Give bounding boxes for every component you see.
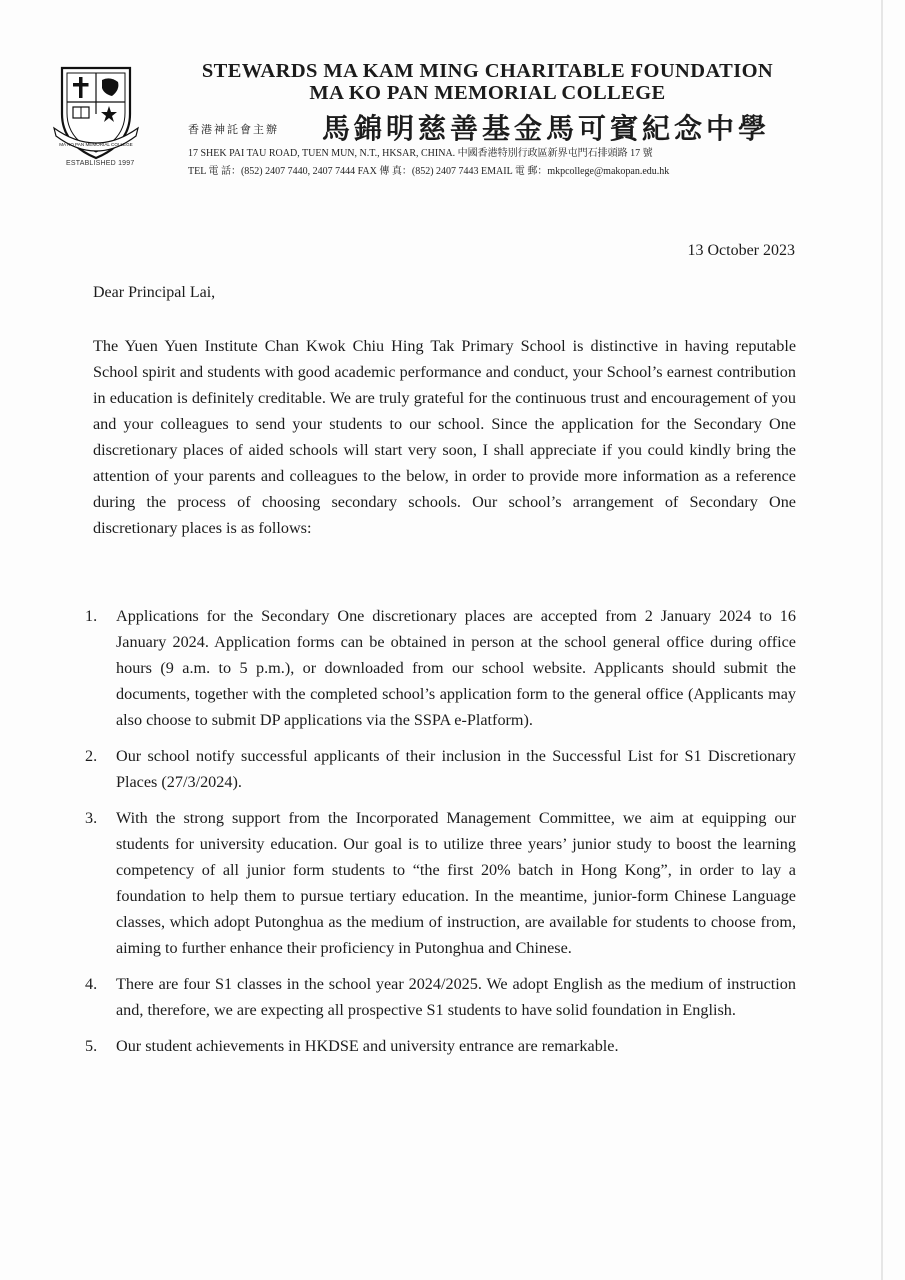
letter-date: 13 October 2023 [687, 242, 795, 259]
list-item [85, 1033, 796, 1059]
list-item-text: Our school notify successful applicants of their inclusion in the Successful List for S1 Discretionary Places (27/3/2024). [116, 747, 796, 791]
college-name: MA KO PAN MEMORIAL COLLEGE [309, 82, 666, 104]
list-item-number: 5. [85, 1037, 98, 1055]
list-item-text: Applications for the Secondary One discretionary places are accepted from 2 January 2024 to 16 January 2024. Application forms can be obtained in person at the school general office during office hours (9 a.m. to 5 p.m.), or downloaded from our school website. Applicants should submit the documents, together with the completed school’s application form to the general office (Applicants may also choose to submit DP applications via the SSPA e-Platform). [116, 607, 796, 729]
intro-paragraph: The Yuen Yuen Institute Chan Kwok Chiu Hing Tak Primary School is distinctive in having reputable School spirit and students with good academic performance and conduct, your School’s earnest contribution in education is definitely creditable. We are truly grateful for the continuous trust and encouragement of you and your colleagues to send your students to our school. Since the application for the Secondary One discretionary places of aided schools will start very soon, I shall appreciate if you could kindly bring the attention of your parents and colleagues to the below, in order to provide more information as a reference during the process of choosing secondary schools. Our school’s arrangement of Secondary One discretionary places is as follows: [93, 337, 796, 537]
list-item-number: 2. [85, 747, 98, 765]
list-item-text: There are four S1 classes in the school year 2024/2025. We adopt English as the medium of instruction and, therefore, we are expecting all prospective S1 students to have solid foundation in English. [116, 975, 796, 1019]
established-caption: ESTABLISHED 1997 [66, 160, 135, 167]
school-contact: TEL 電 話：(852) 2407 7440, 2407 7444 FAX 傳 真：(852) 2407 7443 EMAIL 電 郵：mkpcollege@makopan.edu.hk [188, 166, 670, 177]
list-item-text: With the strong support from the Incorporated Management Committee, we aim at equipping our students for university education. Our goal is to utilize three years’ junior study to boost the learning competency of all junior form students to “the first 20% batch in Hong Kong”, in order to lay a foundation to help them to pursue tertiary education. In the meantime, junior-form Chinese Language classes, which adopt Putonghua as the medium of instruction, are available for students to choose from, aiming to further enhance their proficiency in Putonghua and Chinese. [116, 809, 796, 957]
list-item-text: Our student achievements in HKDSE and university entrance are remarkable. [116, 1037, 619, 1055]
school-address: 17 SHEK PAI TAU ROAD, TUEN MUN, N.T., HKSAR, CHINA. 中國香港特別行政區新界屯門石排頭路 17 號 [188, 148, 653, 159]
list-item [85, 603, 796, 733]
list-item-number: 3. [85, 809, 98, 827]
scan-edge [881, 0, 883, 1280]
list-item [85, 971, 796, 1023]
arrangement-list [85, 603, 796, 1059]
list-item [85, 743, 796, 795]
list-item-number: 1. [85, 607, 98, 625]
foundation-name: STEWARDS MA KAM MING CHARITABLE FOUNDATION [201, 60, 774, 82]
salutation: Dear Principal Lai, [93, 284, 216, 301]
crest-banner-text: MA KO PAN MEMORIAL COLLEGE [59, 142, 133, 147]
list-item [85, 805, 796, 961]
school-crest-logo [50, 62, 142, 174]
college-name-chinese: 馬錦明慈善基金馬可賓紀念中學 [322, 112, 771, 145]
sponsor-chinese: 香港神託會主辦 [188, 123, 279, 136]
list-item-number: 4. [85, 975, 98, 993]
